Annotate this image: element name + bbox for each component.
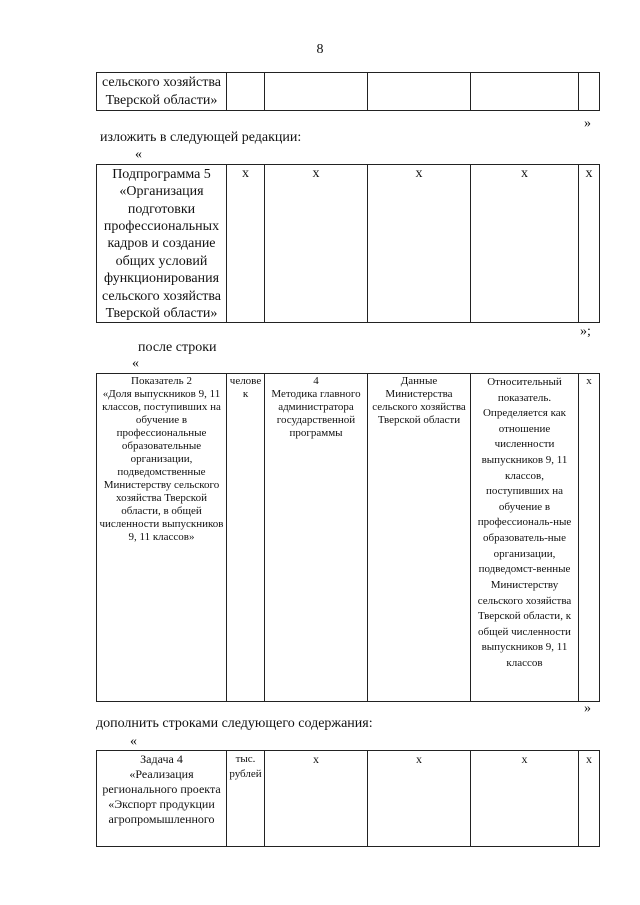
empty-cell — [227, 73, 265, 111]
subprogram-name-cell: сельского хозяйства Тверской области» — [97, 73, 227, 111]
x-cell: х — [368, 751, 471, 847]
x-cell: х — [471, 165, 579, 323]
closing-quote: » — [584, 116, 591, 131]
x-cell: х — [265, 165, 368, 323]
indicator-name-cell: Показатель 2 «Доля выпускников 9, 11 классов, поступивших на обучение в профессиональные образовательные организации, подведомственные Министерству сельского хозяйства Тверской области, в общей численности выпускников 9, 11 классов» — [97, 374, 227, 702]
empty-cell — [579, 73, 600, 111]
empty-cell — [471, 73, 579, 111]
opening-quote: « — [135, 147, 142, 162]
table-subprogram-5 — [96, 164, 600, 323]
x-cell: х — [579, 374, 600, 702]
opening-quote: « — [132, 356, 139, 371]
unit-cell: тыс. рублей — [227, 751, 265, 847]
instruction-text: после строки — [138, 340, 217, 355]
subprogram-name-cell: Подпрограмма 5 «Организация подготовки профессиональных кадров и создание общих условий функционирования сельского хозяйства Тверской области» — [97, 165, 227, 323]
method-cell: 4 Методика главного администратора государственной программы — [265, 374, 368, 702]
x-cell: х — [579, 165, 600, 323]
x-cell: х — [227, 165, 265, 323]
x-cell: х — [265, 751, 368, 847]
x-cell: х — [579, 751, 600, 847]
instruction-text: изложить в следующей редакции: — [100, 130, 302, 145]
x-cell: х — [471, 751, 579, 847]
definition-cell: Относительный показатель. Определяется как отношение численности выпускников 9, 11 классов, поступивших на обучение в профессиональ-ные образователь-ные организации, подведомст-венные Министерству сельского хозяйства Тверской области, к общей численности выпускников 9, 11 классов — [471, 374, 579, 702]
closing-quote: »; — [580, 324, 591, 339]
task-name-cell: Задача 4 «Реализация регионального проекта «Экспорт продукции агропромышленного — [97, 751, 227, 847]
empty-cell — [265, 73, 368, 111]
instruction-text: дополнить строками следующего содержания: — [96, 716, 373, 731]
table-task-4 — [96, 750, 600, 847]
empty-cell — [368, 73, 471, 111]
closing-quote: » — [584, 701, 591, 716]
table-indicator-2 — [96, 373, 600, 702]
unit-cell: челове к — [227, 374, 265, 702]
data-source-cell: Данные Министерства сельского хозяйства Тверской области — [368, 374, 471, 702]
table-fragment-top — [96, 72, 600, 111]
page-number: 8 — [316, 42, 324, 57]
opening-quote: « — [130, 734, 137, 749]
x-cell: х — [368, 165, 471, 323]
